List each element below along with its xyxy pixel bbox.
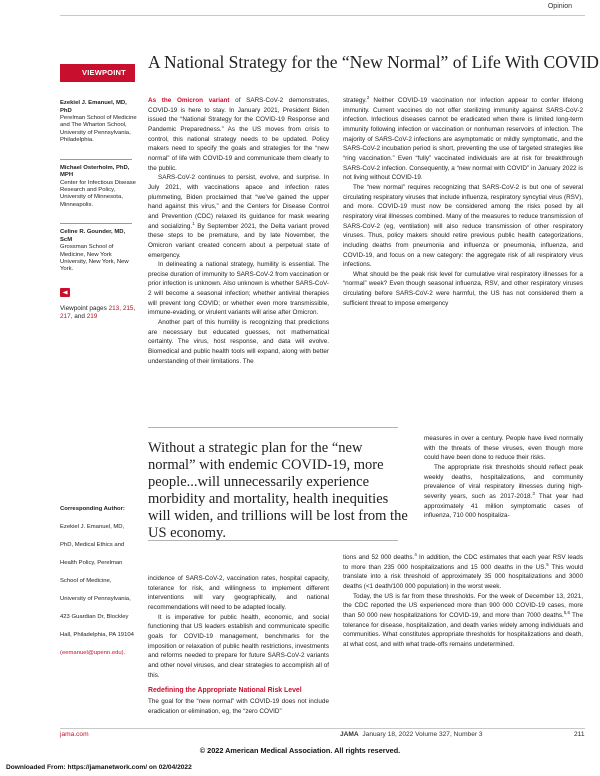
body-column-1-top [148, 96, 329, 366]
reference-marker[interactable]: 2 [366, 94, 370, 100]
paragraph: The “new normal” requires recognizing that SARS-CoV-2 is but one of several circulating respiratory viruses that include influenza, respiratory syncytial virus (RSV), and more. COVID-19 must now be considered among the risks posed by all respiratory viral illnesses combined. Many of the measures to reduce transmission of SARS-CoV-2 (eg, ventilation) will also reduce transmission of other respiratory viruses. Thus, policy makers should retire previous public health categorizations, including deaths from pneumonia and influenza or pneumonia, influenza, and COVID-19, and focus on a new category: the aggregate risk of all respiratory virus infections. [343, 183, 583, 269]
related-prefix: Viewpoint pages [60, 304, 107, 312]
reference-marker[interactable]: 5 [546, 561, 549, 567]
corresponding-label: Corresponding Author: [60, 506, 125, 512]
lead-in: As the Omicron variant [148, 97, 230, 104]
pullquote-rule [148, 540, 398, 541]
section-label: Opinion [547, 3, 572, 10]
footer-journal-info [340, 731, 483, 738]
issue-info: January 18, 2022 Volume 327, Number 3 [362, 731, 483, 738]
author-name: Celine R. Gounder, MD, ScM [60, 229, 126, 243]
related-articles-icon[interactable] [60, 288, 70, 297]
paragraph: What should be the peak risk level for cumulative viral respiratory illnesses for a “normal” week? Even though seasonal influenza, RSV, and other respiratory viruses circulating before SARS-CoV-2 were harmful, the US has not considered them a sufficient threat to impose emergency [343, 270, 583, 307]
paragraph: By September 2021, the Delta variant proved these steps to be premature, and by late November, the Omicron variant created concern about a perpetual state of emergency. [148, 222, 329, 259]
paragraph: Today, the US is far from these thresholds. For the week of December 13, 2021, the CDC reported the US experienced more than 900 000 COVID-19 cases, more than 50 000 new hospitalizations for COVID-19, and more than 7000 deaths. [343, 592, 583, 619]
paragraph: strategy. [343, 97, 367, 104]
paragraph: The goal for the “new normal” with COVID-19 does not include eradication or elimination, eg, the “zero COVID” [148, 697, 329, 715]
author-affiliation: Perelman School of Medicine and The Wharton School, University of Pennsylvania, Philadelphia. [60, 115, 137, 144]
author-affiliation: Center for Infectious Disease Research and Policy, University of Minnesota, Minneapolis. [60, 179, 136, 208]
top-rule [60, 15, 585, 16]
paragraph: In addition, the CDC estimates that each year RSV leads to more than 235 000 hospitalizations and 15 000 deaths in the US. [343, 554, 583, 571]
pullquote-rule [148, 427, 398, 428]
body-column-2-narrow [424, 434, 583, 521]
paragraph: This would translate into a risk threshold of approximately 35 000 hospitalizations and 3000 deaths (<1 death/100 000 population) in the worst week. [343, 563, 583, 590]
reference-marker[interactable]: 1 [192, 220, 195, 226]
related-viewpoints [60, 305, 138, 322]
paragraph: measures in over a century. People have lived normally with the threats of these viruses, even though more could have been done to reduce their risks. [424, 435, 583, 462]
pullquote: Without a strategic plan for the “new normal” with endemic COVID-19, more people...will unnecessarily experience morbidity and mortality, health inequities will widen, and trillions will be lost from the US economy. [148, 440, 408, 542]
footer-rule [60, 728, 585, 729]
paragraph: tions and 52 000 deaths. [343, 554, 415, 561]
reference-marker[interactable]: 3 [532, 490, 535, 496]
paragraph: Neither COVID-19 vaccination nor infection appear to confer lifelong immunity. Current vaccines do not offer sterilizing immunity against SARS-CoV-2 infection. Infectious diseases cannot be eradicated when there is limited long-term immunity following infection or vaccination or nonhuman reservoirs of infection. The majority of SARS-CoV-2 infections are asymptomatic or mildly symptomatic, and the SARS-CoV-2 incubation period is short, preventing the use of targeted strategies like “ring vaccination.” Even “fully” vaccinated individuals are at risk for breakthrough SARS-CoV-2 infection. Consequently, a “new normal with COVID” in January 2022 is not living without COVID-19. [343, 97, 583, 182]
body-column-1-bottom [148, 574, 329, 716]
author-block [60, 165, 138, 210]
footer-site-link[interactable]: jama.com [60, 731, 89, 738]
journal-name: JAMA [340, 731, 359, 738]
related-and: and [74, 313, 85, 321]
author-affiliation: Grossman School of Medicine, New York University, New York, New York. [60, 244, 129, 273]
paragraph: incidence of SARS-CoV-2, vaccination rates, hospital capacity, tolerance for risk, and willingness to implement different interventions will vary geographically, and national recommendations will need to be adapted locally. [148, 575, 329, 611]
related-page-link[interactable]: 217, [60, 313, 73, 321]
author-name: Michael Osterholm, PhD, MPH [60, 164, 130, 179]
author-sidebar [60, 100, 138, 322]
download-notice: Downloaded From: https://jamanetwork.com/ on 02/04/2022 [6, 764, 192, 771]
corresponding-author [60, 497, 138, 659]
viewpoint-badge: VIEWPOINT [60, 64, 135, 82]
author-name: Ezekiel J. Emanuel, MD, PhD [60, 100, 127, 114]
corresponding-email-link[interactable]: (eemanuel@upenn.edu). [60, 650, 126, 656]
corresponding-text: Ezekiel J. Emanuel, MD, PhD, Medical Ethics and Health Policy, Perelman School of Medicine, University of Pennsylvania, 423 Guardian Dr, Blockley Hall, Philadelphia, PA 19104 [60, 524, 134, 638]
body-column-2-top [343, 96, 583, 308]
paragraph: The appropriate risk thresholds should reflect peak weekly deaths, hospitalizations, and community prevalence of viral respiratory illnesses during high-severity years, such as 2017-2018. [424, 463, 583, 500]
reference-marker[interactable]: 4 [414, 551, 417, 557]
related-page-link[interactable]: 219 [86, 313, 98, 321]
reference-marker[interactable]: 5,6 [563, 609, 570, 615]
related-page-link[interactable]: 213, [108, 304, 122, 312]
body-column-2-bottom [343, 553, 583, 650]
paragraph: SARS-CoV-2 continues to persist, evolve, and surprise. In July 2021, with vaccinations apace and infection rates plummeting, Biden proclaimed that “we’ve gained the upper hand against this virus,” and the Centers for Disease Control and Prevention (CDC) relaxed its guidance for mask wearing and socializing. [148, 174, 329, 230]
paragraph: of SARS-CoV-2 demonstrates, COVID-19 is here to stay. In January 2021, President Biden issued the “National Strategy for the COVID-19 Response and Pandemic Preparedness.” As the US moves from crisis to control, this national strategy needs to be updated. Policy makers need to specify the goals and strategies for the “new normal” of life with COVID-19 and communicate them clearly to the public. [148, 97, 329, 172]
section-heading: Redefining the Appropriate National Risk Level [148, 687, 302, 695]
author-divider [60, 223, 132, 224]
author-block [60, 100, 138, 145]
author-block [60, 229, 138, 274]
author-divider [60, 159, 132, 160]
page-number: 211 [574, 731, 585, 738]
paragraph: The tolerance for disease, hospitalization, and death varies widely among individuals and communities. What constitutes appropriate thresholds for hospitalizations and death, at what cost, and with what trade-offs remains undetermined. [343, 611, 583, 648]
paragraph: Another part of this humility is recognizing that predictions are necessary but educated guesses, not mathematical certainty. The virus, host response, and data will evolve. Biomedical and public health tools will expand, along with better understanding of their limitations. The [148, 319, 329, 365]
paragraph: In delineating a national strategy, humility is essential. The precise duration of immunity to SARS-CoV-2 from vaccination or prior infection is unknown. Also unknown is whether SARS-CoV-2 will become a seasonal infection; whether antiviral therapies will prevent long COVID; or whether even more transmissible, immune-evading, or virulent variants will arise after Omicron. [148, 261, 329, 317]
article-title: A National Strategy for the “New Normal” of Life With COVID [148, 52, 599, 72]
copyright-notice: © 2022 American Medical Association. All rights reserved. [199, 746, 401, 755]
paragraph: It is imperative for public health, economic, and social functioning that US leaders establish and communicate specific goals for COVID-19 management, benchmarks for the imposition or relaxation of public health restrictions, investments and reforms needed to prepare for future SARS-CoV-2 variants and other novel viruses, and clear strategies to accomplish all of this. [148, 613, 329, 679]
related-page-link[interactable]: 215, [122, 304, 136, 312]
paragraph: That year had approximately 41 million symptomatic cases of influenza, 710 000 hospitaliza- [424, 492, 583, 520]
